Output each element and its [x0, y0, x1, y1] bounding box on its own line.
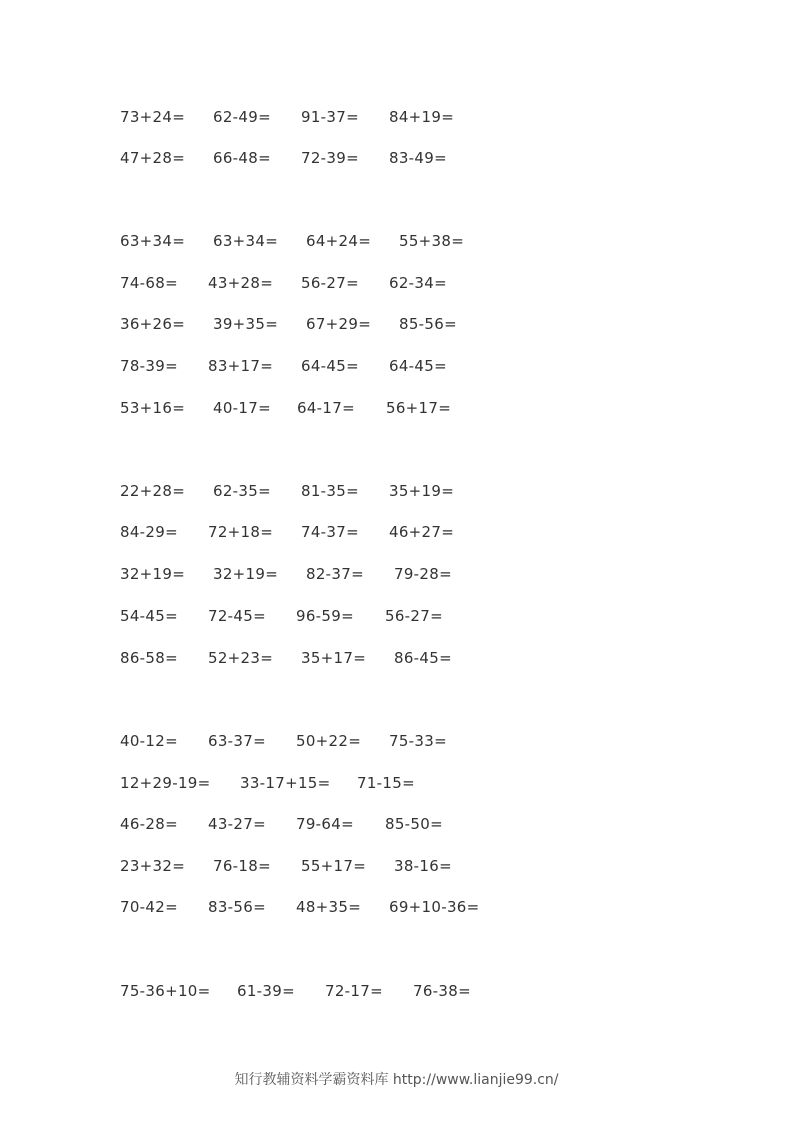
problem: 74-37= — [301, 523, 359, 541]
problem: 55+38= — [399, 232, 465, 250]
problem: 72-45= — [208, 607, 266, 625]
problem: 56-27= — [301, 274, 359, 292]
problem: 84-29= — [120, 523, 178, 541]
problem: 40-12= — [120, 732, 178, 750]
problem: 75-33= — [389, 732, 447, 750]
problem: 50+22= — [296, 732, 362, 750]
problem: 72-39= — [301, 149, 359, 167]
problem: 55+17= — [301, 857, 367, 875]
problem: 43+28= — [208, 274, 274, 292]
problem: 62-49= — [213, 108, 271, 126]
problem: 64+24= — [306, 232, 372, 250]
problem: 40-17= — [213, 399, 271, 417]
problem: 39+35= — [213, 315, 279, 333]
problem: 53+16= — [120, 399, 186, 417]
problem: 83+17= — [208, 357, 274, 375]
problem: 33-17+15= — [240, 774, 331, 792]
problem: 46-28= — [120, 815, 178, 833]
problem: 56+17= — [386, 399, 452, 417]
problem: 23+32= — [120, 857, 186, 875]
problem: 63-37= — [208, 732, 266, 750]
problem: 32+19= — [213, 565, 279, 583]
problem: 69+10-36= — [389, 898, 480, 916]
problem: 96-59= — [296, 607, 354, 625]
problem: 32+19= — [120, 565, 186, 583]
problem: 72-17= — [325, 982, 383, 1000]
problem: 86-45= — [394, 649, 452, 667]
problem: 61-39= — [237, 982, 295, 1000]
problem: 81-35= — [301, 482, 359, 500]
problem: 62-35= — [213, 482, 271, 500]
problem: 35+17= — [301, 649, 367, 667]
problem: 63+34= — [120, 232, 186, 250]
problem: 73+24= — [120, 108, 186, 126]
problem: 83-56= — [208, 898, 266, 916]
problem: 71-15= — [357, 774, 415, 792]
problem: 82-37= — [306, 565, 364, 583]
problem: 38-16= — [394, 857, 452, 875]
problem: 62-34= — [389, 274, 447, 292]
problem: 67+29= — [306, 315, 372, 333]
problem: 72+18= — [208, 523, 274, 541]
problem: 75-36+10= — [120, 982, 211, 1000]
problem: 54-45= — [120, 607, 178, 625]
problem: 83-49= — [389, 149, 447, 167]
problem: 47+28= — [120, 149, 186, 167]
problem: 52+23= — [208, 649, 274, 667]
problem: 63+34= — [213, 232, 279, 250]
problem: 43-27= — [208, 815, 266, 833]
problem: 48+35= — [296, 898, 362, 916]
problem: 79-28= — [394, 565, 452, 583]
problem: 76-38= — [413, 982, 471, 1000]
problem: 36+26= — [120, 315, 186, 333]
problem: 35+19= — [389, 482, 455, 500]
problem: 64-45= — [301, 357, 359, 375]
problem: 56-27= — [385, 607, 443, 625]
problem: 70-42= — [120, 898, 178, 916]
problem: 46+27= — [389, 523, 455, 541]
problem: 79-64= — [296, 815, 354, 833]
problem: 85-56= — [399, 315, 457, 333]
problem: 64-17= — [297, 399, 355, 417]
problem: 78-39= — [120, 357, 178, 375]
problem: 86-58= — [120, 649, 178, 667]
problem: 91-37= — [301, 108, 359, 126]
problem: 74-68= — [120, 274, 178, 292]
problem: 84+19= — [389, 108, 455, 126]
problem: 64-45= — [389, 357, 447, 375]
problem: 22+28= — [120, 482, 186, 500]
problem: 85-50= — [385, 815, 443, 833]
problem: 12+29-19= — [120, 774, 211, 792]
problem: 66-48= — [213, 149, 271, 167]
problem: 76-18= — [213, 857, 271, 875]
footer-watermark: 知行教辅资料学霸资料库 http://www.lianjie99.cn/ — [234, 1072, 559, 1088]
